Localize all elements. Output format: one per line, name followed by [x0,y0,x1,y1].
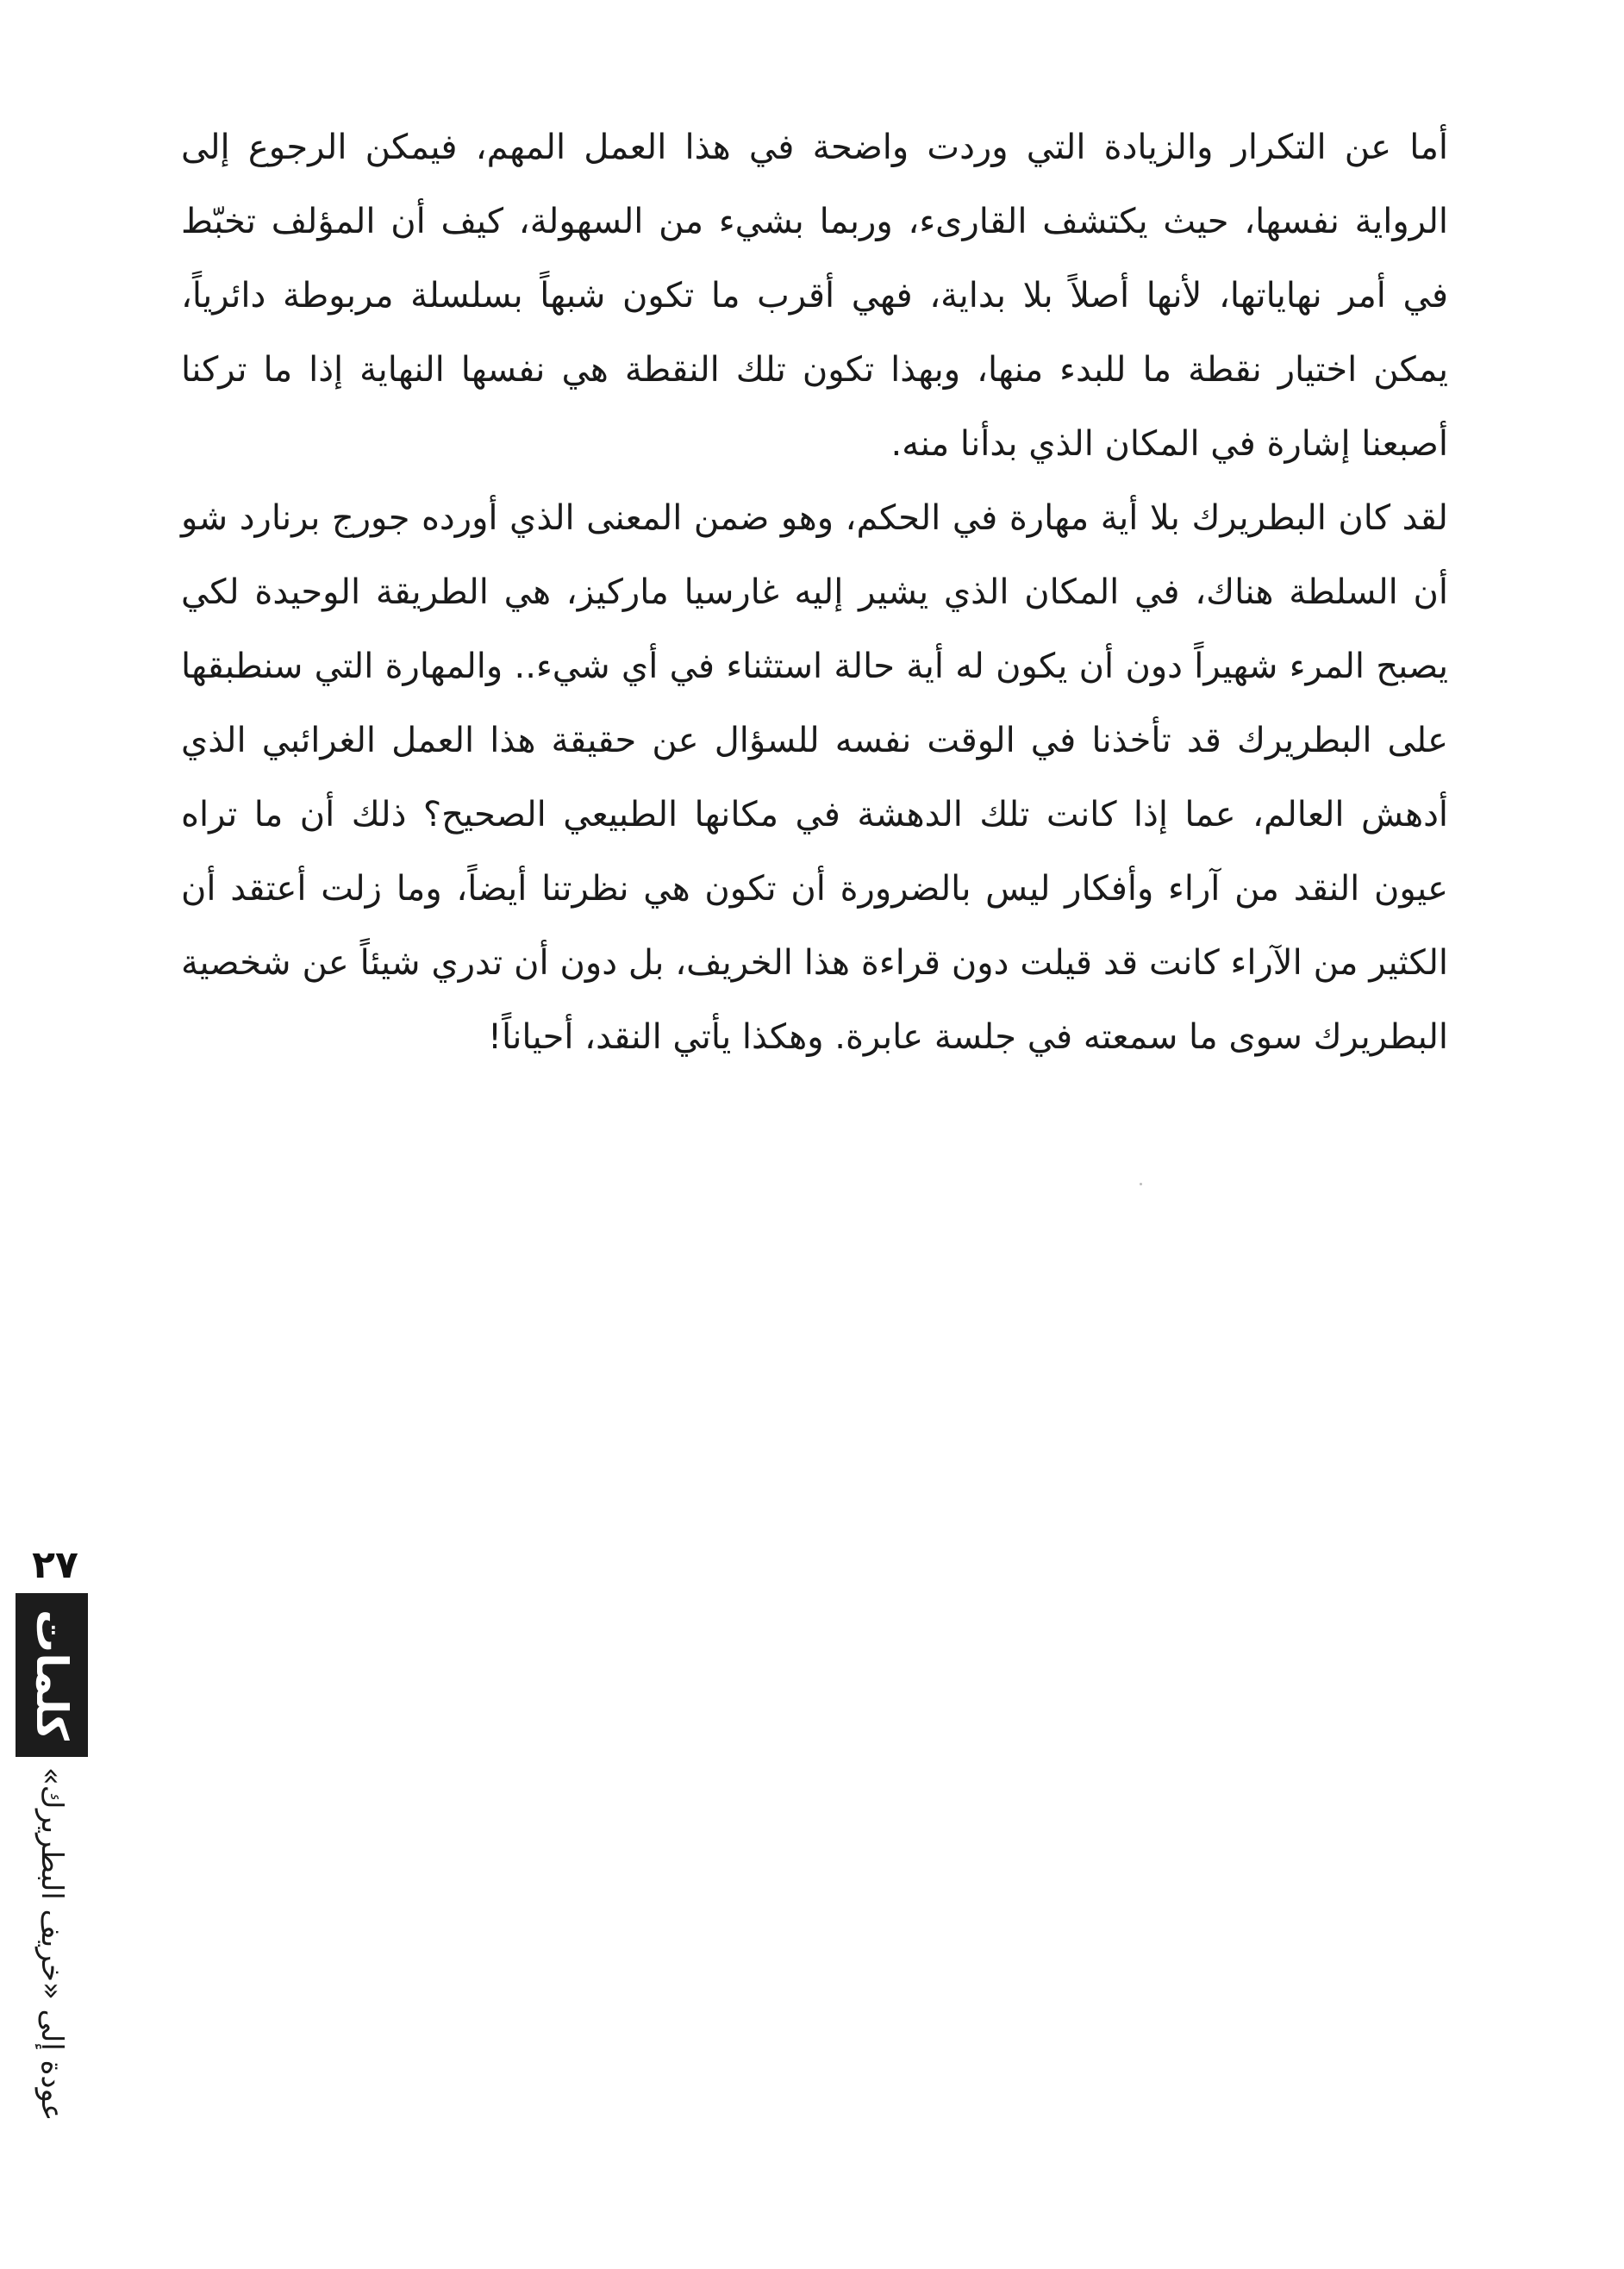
paragraph-2: لقد كان البطريرك بلا أية مهارة في الحكم، وهو ضمن المعنى الذي أورده جورج برنارد شو أن السلطة هناك، في المكان الذي يشير إليه غارسيا ماركيز، هي الطريقة الوحيدة لكي يصبح المرء شهيراً دون أن يكون له أية حالة استثناء في أي شيء.. والمهارة التي سنطبقها على البطريرك قد تأخذنا في الوقت نفسه للسؤال عن حقيقة هذا العمل الغرائبي الذي أدهش العالم، عما إذا كانت تلك الدهشة في مكانها الطبيعي الصحيح؟ ذلك أن ما تراه عيون النقد من آراء وأفكار ليس بالضرورة أن تكون هي نظرتنا أيضاً، وما زلت أعتقد أن الكثير من الآراء كانت قد قيلت دون قراءة هذا الخريف، بل دون أن تدري شيئاً عن شخصية البطريرك سوى ما سمعته في جلسة عابرة. وهكذا يأتي النقد، أحياناً! [181,498,1448,1057]
brand-label: كلمات [27,1609,77,1741]
running-title: عودة إلى «خريف البطريرك» [34,1767,69,2122]
page-number: ٢٧ [32,1543,78,1587]
body-text [181,110,1448,1074]
brand-logo [16,1593,88,1757]
scan-speck [1140,1183,1142,1185]
running-title-container [16,1767,88,2181]
paragraph-1: أما عن التكرار والزيادة التي وردت واضحة في هذا العمل المهم، فيمكن الرجوع إلى الرواية نفسها، حيث يكتشف القارىء، وربما بشيء من السهولة، كيف أن المؤلف تخبّط في أمر نهاياتها، لأنها أصلاً بلا بداية، فهي أقرب ما تكون شبهاً بسلسلة مربوطة دائرياً، يمكن اختيار نقطة ما للبدء منها، وبهذا تكون تلك النقطة هي نفسها النهاية إذا ما تركنا أصبعنا إشارة في المكان الذي بدأنا منه. [181,128,1448,464]
